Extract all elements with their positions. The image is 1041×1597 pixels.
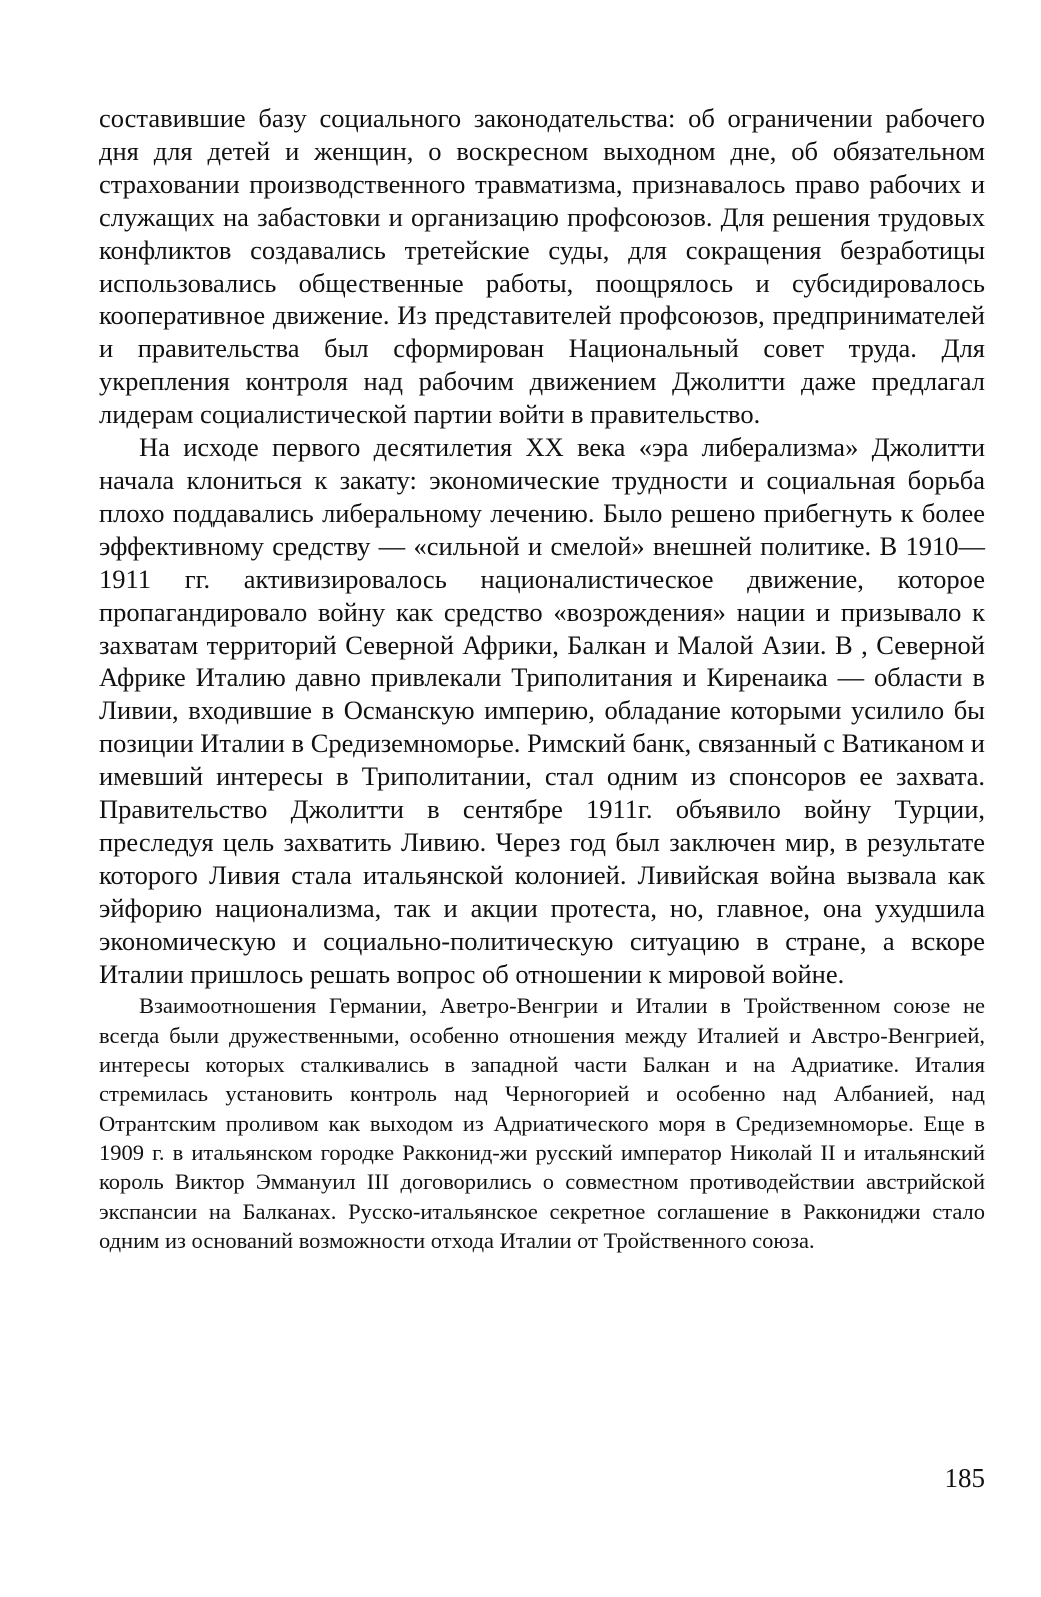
body-text xyxy=(99,102,985,1255)
page-number: 185 xyxy=(944,1463,985,1493)
paragraph-triple-alliance: Взаимоотношения Германии, Аветро-Венгрии и Италии в Тройственном союзе не всегда были дружественными, особенно отношения между Италией и Австро-Венгрией, интересы которых сталкивались в западной части Балкан и на Адриатике. Италия стремилась установить контроль над Черногорией и особенно над Албанией, над Отрантским проливом как выходом из Адриатического моря в Средиземноморье. Еще в 1909 г. в итальянском городке Ракконид-жи русский император Николай II и итальянский король Виктор Эммануил III договорились о совместном противодействии австрийской экспансии на Балканах. Русско-итальянское секретное соглашение в Раккониджи стало одним из оснований возможности отхода Италии от Тройственного союза. xyxy=(99,993,985,1253)
paragraph-continuation: составившие базу социального законодательства: об ограничении рабочего дня для детей и женщин, о воскресном выходном дне, об обязательном страховании производственного травматизма, признавалось право рабочих и служащих на забастовки и организацию профсоюзов. Для решения трудовых конфликтов создавались третейские суды, для сокращения безработицы использовались общественные работы, поощрялось и субсидировалось кооперативное движение. Из представителей профсоюзов, предпринимателей и правительства был сформирован Национальный совет труда. Для укрепления контроля над рабочим движением Джолитти даже предлагал лидерам социалистической партии войти в правительство. xyxy=(99,103,985,430)
paragraph-era-of-liberalism: На исходе первого десятилетия XX века «эра либерализма» Джолитти начала клониться к закату: экономические трудности и социальная борьба плохо поддавались либеральному лечению. Было решено прибегнуть к более эффективному средству — «сильной и смелой» внешней политике. В 1910—1911 гг. активизировалось националистическое движение, которое пропагандировало войну как средство «возрождения» нации и призывало к захватам территорий Северной Африки, Балкан и Малой Азии. В , Северной Африке Италию давно привлекали Триполитания и Киренаика — области в Ливии, входившие в Османскую империю, обладание которыми усилило бы позиции Италии в Средиземноморье. Римский банк, связанный с Ватиканом и имевший интересы в Триполитании, стал одним из спонсоров ее захвата. Правительство Джолитти в сентябре 1911г. объявило войну Турции, преследуя цель захватить Ливию. Через год был заключен мир, в результате которого Ливия стала итальянской колонией. Ливийская война вызвала как эйфорию национализма, так и акции протеста, но, главное, она ухудшила экономическую и социально-политическую ситуацию в стране, а вскоре Италии пришлось решать вопрос об отношении к мировой войне. xyxy=(99,432,985,989)
